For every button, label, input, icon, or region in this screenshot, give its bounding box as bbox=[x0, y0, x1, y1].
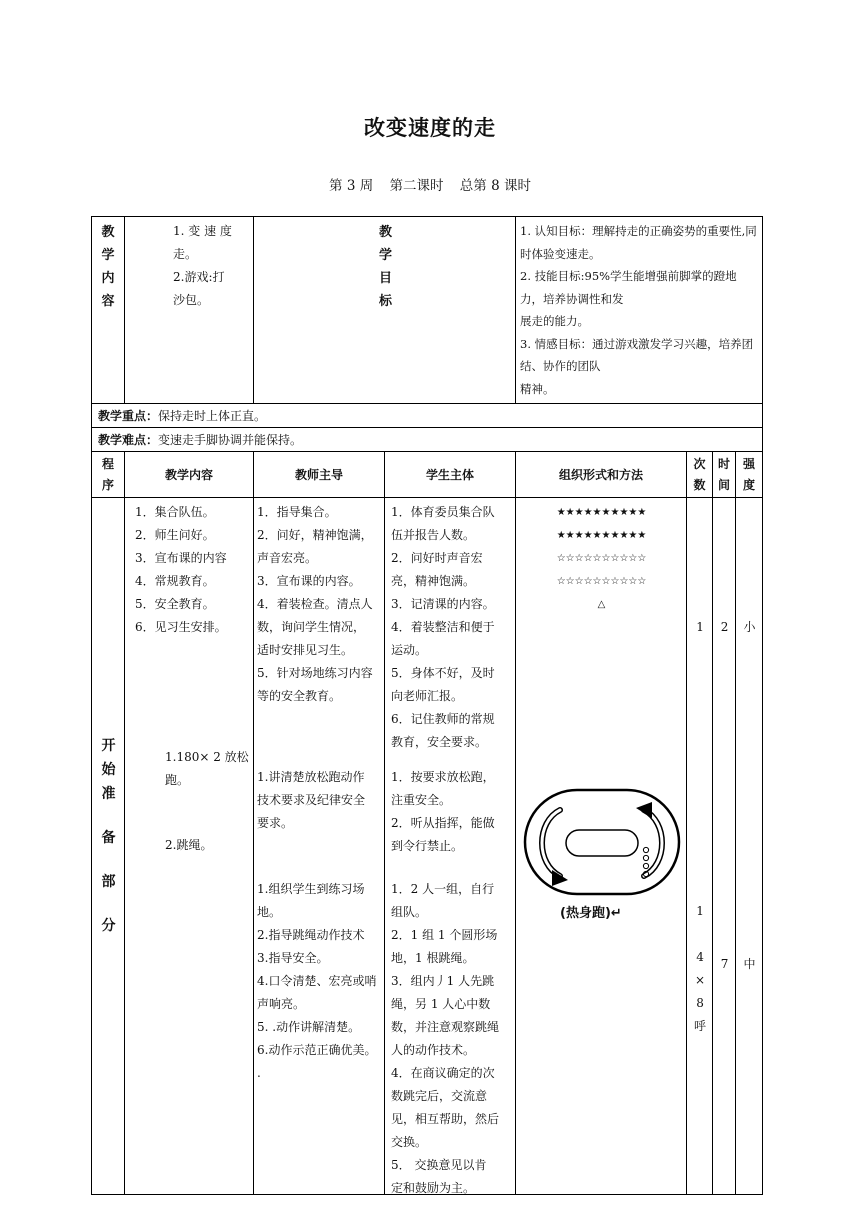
student-line: 5．身体不好，及时 bbox=[391, 666, 495, 680]
times-value: 8 bbox=[696, 996, 704, 1010]
content-cell bbox=[125, 217, 254, 404]
student-line: 4．着装整洁和便于 bbox=[391, 620, 495, 634]
teacher-line: 声音宏亮。 bbox=[257, 551, 318, 565]
student-line: 向老师汇报。 bbox=[391, 689, 464, 703]
goal-line: 3. 情感目标：通过游戏激发学习兴趣，培养团结、协作的团队 bbox=[520, 336, 754, 373]
duration-header bbox=[713, 452, 736, 498]
program-header-char: 程 bbox=[101, 456, 114, 471]
section-label-char: 始 bbox=[101, 762, 116, 778]
student-line: 教育，安全要求。 bbox=[391, 735, 488, 749]
diagram-caption: (热身跑)↵ bbox=[560, 906, 622, 921]
page-title: 改变速度的走 bbox=[364, 116, 496, 140]
section-label-char: 准 bbox=[101, 786, 116, 802]
student-line: 5． 交换意见以肯 bbox=[391, 1158, 487, 1172]
content-item: 1．集合队伍。 bbox=[135, 505, 215, 519]
goal-label-char: 学 bbox=[379, 248, 393, 263]
difficulty-text: 变速走手脚协调并能保持。 bbox=[158, 433, 303, 447]
section-intensity-cell bbox=[736, 498, 763, 1195]
warmup-track-diagram bbox=[522, 786, 682, 898]
section-label-cell bbox=[92, 498, 125, 1195]
organization-header: 组织形式和方法 bbox=[516, 452, 687, 498]
teacher-line: 适时安排见习生。 bbox=[257, 643, 354, 657]
student-line: 1．体育委员集合队 bbox=[391, 505, 495, 519]
teacher-line: 5. .动作讲解清楚。 bbox=[257, 1020, 361, 1034]
lesson-plan-table bbox=[91, 216, 763, 1195]
teacher-line: 等的安全教育。 bbox=[257, 689, 342, 703]
student-line: 交换。 bbox=[391, 1135, 428, 1149]
student-line: 2．听从指挥，能做 bbox=[391, 816, 495, 830]
content-item: 6．见习生安排。 bbox=[135, 620, 227, 634]
times-value: 呼 bbox=[694, 1019, 707, 1033]
section-teacher-cell bbox=[254, 498, 385, 1195]
total-label: 总第 8 课时 bbox=[459, 178, 531, 194]
goal-label-cell bbox=[254, 217, 516, 404]
student-line: 到令行禁止。 bbox=[391, 839, 464, 853]
duration-value: 2 bbox=[720, 620, 729, 634]
section-content-cell bbox=[125, 498, 254, 1195]
content-header: 教学内容 bbox=[125, 452, 254, 498]
student-line: 3．记清课的内容。 bbox=[391, 597, 495, 611]
student-line: 1．2 人一组，自行 bbox=[391, 882, 495, 896]
goal-line: 1. 认知目标：理解持走的正确姿势的重要性,同时体验变速走。 bbox=[520, 224, 757, 261]
content-item: 3．宣布课的内容 bbox=[135, 551, 227, 565]
student-line: 见，相互帮助，然后 bbox=[391, 1112, 500, 1126]
header-row bbox=[92, 217, 763, 404]
goal-line: 展走的能力。 bbox=[520, 314, 590, 328]
student-header: 学生主体 bbox=[385, 452, 516, 498]
teacher-marker: △ bbox=[597, 599, 606, 610]
lesson-subtitle bbox=[0, 174, 860, 194]
program-header bbox=[92, 452, 125, 498]
student-line: 3．组内丿1 人先跳 bbox=[391, 974, 495, 988]
teacher-line: 1.讲清楚放松跑动作 bbox=[257, 770, 365, 784]
content-line: 走。 bbox=[173, 247, 198, 261]
difficulty-cell bbox=[92, 428, 763, 452]
goal-cell bbox=[516, 217, 763, 404]
formation-row: ★★★★★★★★★★ bbox=[556, 530, 647, 541]
content-line: 2.游戏:打 bbox=[173, 270, 225, 284]
section-times-cell bbox=[687, 498, 713, 1195]
teacher-line: 2．问好，精神饱满， bbox=[257, 528, 373, 542]
goal-label-char: 目 bbox=[379, 271, 393, 286]
formation-row: ☆☆☆☆☆☆☆☆☆☆ bbox=[556, 576, 647, 587]
content-label-cell bbox=[92, 217, 125, 404]
student-line: 4．在商议确定的次 bbox=[391, 1066, 495, 1080]
intensity-header-char: 度 bbox=[743, 477, 756, 492]
duration-value: 7 bbox=[720, 957, 729, 971]
duration-header-char: 时 bbox=[718, 456, 731, 471]
goal-label-char: 标 bbox=[379, 294, 393, 309]
section-duration-cell bbox=[713, 498, 736, 1195]
content-item: 4．常规教育。 bbox=[135, 574, 215, 588]
column-header-row bbox=[92, 452, 763, 498]
teacher-line: 技术要求及纪律安全 bbox=[257, 793, 366, 807]
section-organization-cell bbox=[516, 498, 687, 1195]
student-line: 伍并报告人数。 bbox=[391, 528, 476, 542]
section-label-char: 开 bbox=[101, 738, 116, 754]
content-item: 5．安全教育。 bbox=[135, 597, 215, 611]
student-line: 地，1 根跳绳。 bbox=[391, 951, 475, 965]
times-value: × bbox=[694, 973, 706, 987]
student-line: 亮，精神饱满。 bbox=[391, 574, 476, 588]
goal-label-char: 教 bbox=[379, 225, 393, 240]
key-point-label: 教学重点： bbox=[98, 409, 159, 423]
section-label-char: 分 bbox=[101, 918, 116, 934]
student-line: 2．问好时声音宏 bbox=[391, 551, 483, 565]
content-line: 沙包。 bbox=[173, 293, 210, 307]
student-line: 数跳完后，交流意 bbox=[391, 1089, 488, 1103]
teacher-line: 声响亮。 bbox=[257, 997, 306, 1011]
student-line: 数，并注意观察跳绳 bbox=[391, 1020, 500, 1034]
times-header-char: 数 bbox=[693, 477, 706, 492]
student-line: 人的动作技术。 bbox=[391, 1043, 476, 1057]
teacher-line: . bbox=[257, 1066, 261, 1080]
teacher-line: 1.组织学生到练习场 bbox=[257, 882, 365, 896]
key-point-cell bbox=[92, 404, 763, 428]
formation-row: ★★★★★★★★★★ bbox=[556, 507, 647, 518]
times-value: 4 bbox=[696, 950, 704, 964]
section-row bbox=[92, 498, 763, 1195]
student-line: 6．记住教师的常规 bbox=[391, 712, 495, 726]
intensity-header bbox=[736, 452, 763, 498]
teacher-line: 数，询问学生情况， bbox=[257, 620, 366, 634]
student-line: 2．1 组 1 个圆形场 bbox=[391, 928, 498, 942]
teacher-line: 3.指导安全。 bbox=[257, 951, 329, 965]
content-label-char: 内 bbox=[101, 271, 115, 286]
teacher-line: 2.指导跳绳动作技术 bbox=[257, 928, 365, 942]
times-value: 1 bbox=[696, 904, 704, 918]
difficulty-row bbox=[92, 428, 763, 452]
content-label-char: 学 bbox=[101, 248, 115, 263]
times-header-char: 次 bbox=[693, 456, 706, 471]
formation-row: ☆☆☆☆☆☆☆☆☆☆ bbox=[556, 553, 647, 564]
student-line: 组队。 bbox=[391, 905, 428, 919]
teacher-line: 4.口令清楚、宏亮或哨 bbox=[257, 974, 377, 988]
content-item: 2．师生问好。 bbox=[135, 528, 215, 542]
intensity-value: 小 bbox=[743, 620, 756, 634]
content-label-char: 教 bbox=[101, 225, 115, 240]
goal-line: 精神。 bbox=[520, 381, 555, 396]
teacher-line: 要求。 bbox=[257, 816, 294, 830]
content-label-char: 容 bbox=[101, 294, 115, 309]
key-point-text: 保持走时上体正直。 bbox=[158, 409, 267, 423]
student-line: 注重安全。 bbox=[391, 793, 452, 807]
duration-header-char: 间 bbox=[718, 477, 731, 492]
intensity-header-char: 强 bbox=[743, 456, 756, 471]
goal-line: 2. 技能目标:95%学生能增强前脚掌的蹬地力，培养协调性和发 bbox=[520, 269, 737, 306]
difficulty-label: 教学难点： bbox=[98, 433, 159, 447]
section-label-char: 部 bbox=[101, 874, 116, 890]
content-item: 1.180× 2 放松跑。 bbox=[165, 750, 249, 787]
week-label: 第 3 周 bbox=[329, 178, 374, 194]
teacher-header: 教师主导 bbox=[254, 452, 385, 498]
formation-block bbox=[516, 501, 687, 616]
student-line: 1．按要求放松跑， bbox=[391, 770, 495, 784]
section-student-cell bbox=[385, 498, 516, 1195]
intensity-value: 中 bbox=[743, 957, 756, 971]
teacher-line: 地。 bbox=[257, 905, 282, 919]
times-value: 1 bbox=[696, 620, 704, 634]
key-point-row bbox=[92, 404, 763, 428]
section-label-char: 备 bbox=[101, 830, 116, 846]
times-header bbox=[687, 452, 713, 498]
teacher-line: 5．针对场地练习内容 bbox=[257, 666, 373, 680]
teacher-line: 1．指导集合。 bbox=[257, 505, 337, 519]
student-line: 定和鼓励为主。 bbox=[391, 1181, 476, 1195]
teacher-line: 4．着装检查。清点人 bbox=[257, 597, 373, 611]
content-item: 2.跳绳。 bbox=[165, 838, 213, 852]
student-line: 运动。 bbox=[391, 643, 428, 657]
content-line: 1. 变 速 度 bbox=[173, 224, 232, 238]
teacher-line: 6.动作示范正确优美。 bbox=[257, 1043, 377, 1057]
student-line: 绳，另 1 人心中数 bbox=[391, 997, 491, 1011]
teacher-line: 3．宣布课的内容。 bbox=[257, 574, 361, 588]
lesson-label: 第二课时 bbox=[389, 178, 444, 194]
program-header-char: 序 bbox=[101, 477, 114, 492]
